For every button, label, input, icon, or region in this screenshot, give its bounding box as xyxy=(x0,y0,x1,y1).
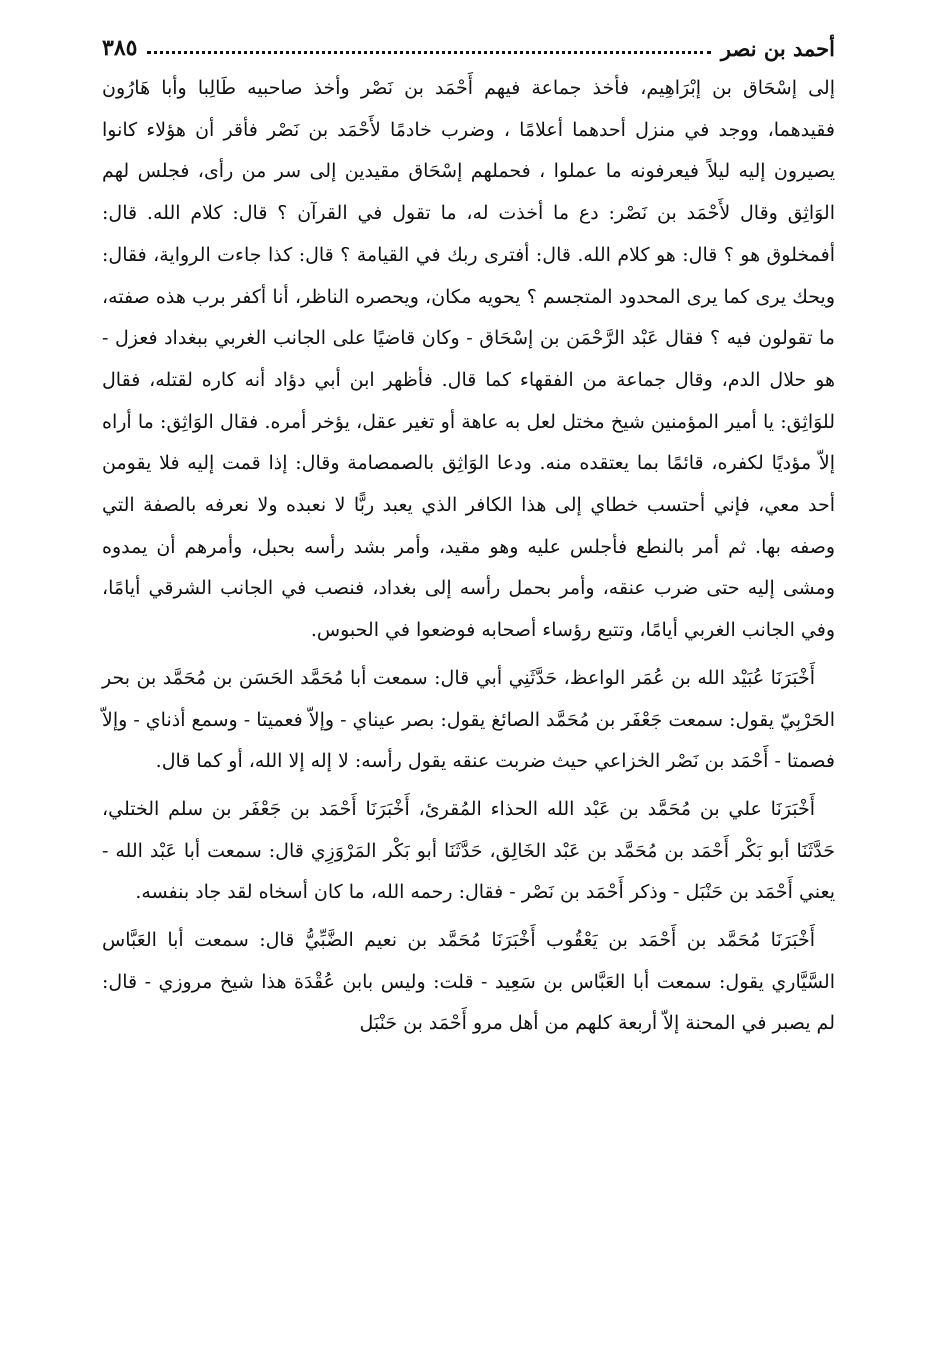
paragraph: إلى إسْحَاق بن إبْرَاهِيم، فأخذ جماعة فيهم أَحْمَد بن نَصْر وأخذ صاحبيه طَالِبا وأبا هَارُون فقيدهما، ووجد في منزل أحدهما أعلامًا ، وضرب خادمًا لأَحْمَد بن نَصْر فأقر أن هؤلاء كانوا يصيرون إليه ليلاً فيعرفونه ما عملوا ، فحملهم إسْحَاق مقيدين إلى سر من رأى، فجلس لهم الوَاثِق وقال لأَحْمَد بن نَصْر: دع ما أخذت له، ما تقول في القرآن ؟ قال: كلام الله. قال: أفمخلوق هو ؟ قال: هو كلام الله. قال: أفترى ربك في القيامة ؟ قال: كذا جاءت الرواية، فقال: ويحك يرى كما يرى المحدود المتجسم ؟ يحويه مكان، ويحصره الناظر، أنا أكفر برب هذه صفته، ما تقولون فيه ؟ فقال عَبْد الرَّحْمَن بن إسْحَاق - وكان قاضيًا على الجانب الغربي ببغداد فعزل - هو حلال الدم، وقال جماعة من الفقهاء كما قال. فأظهر ابن أبي دؤاد أنه كاره لقتله، فقال للوَاثِق: يا أمير المؤمنين شيخ مختل لعل به عاهة أو تغير عقل، يؤخر أمره. فقال الوَاثِق: ما أراه إلاّ مؤديًا لكفره، قائمًا بما يعتقده منه. ودعا الوَاثِق بالصمصامة وقال: إذا قمت إليه فلا يقومن أحد معي، فإني أحتسب خطاي إلى هذا الكافر الذي يعبد ربًّا لا نعبده ولا نعرفه بالصفة التي وصفه بها. ثم أمر بالنطع فأجلس عليه وهو مقيد، وأمر بشد رأسه بحبل، وأمرهم أن يمدوه ومشى إليه حتى ضرب عنقه، وأمر بحمل رأسه إلى بغداد، فنصب في الجانب الشرقي أيامًا، وفي الجانب الغربي أيامًا، وتتبع رؤساء أصحابه فوضعوا في الحبوس. xyxy=(102,77,835,642)
header-dot-leader xyxy=(147,51,710,54)
paragraph: أَخْبَرَنَا مُحَمَّد بن أَحْمَد بن يَعْقُوب أَخْبَرَنَا مُحَمَّد بن نعيم الضَّبِّيُّ قال: سمعت أبا العَبَّاس السَّيَّاري يقول: سمعت أبا العَبَّاس بن سَعِيد - قلت: وليس بابن عُقْدَة هذا شيخ مروزي - قال: لم يصبر في المحنة إلاّ أربعة كلهم من أهل مرو أَحْمَد بن حَنْبَل xyxy=(102,929,835,1035)
running-title: أحمد بن نصر xyxy=(720,35,835,61)
page-number: ٣٨٥ xyxy=(102,35,138,61)
page-body xyxy=(102,68,835,1045)
paragraph: أَخْبَرَنَا عُبَيْد الله بن عُمَر الواعظ، حَدَّثَنِي أبي قال: سمعت أبا مُحَمَّد الحَسَن بن مُحَمَّد بن بحر الحَرْبِيّ يقول: سمعت جَعْفَر بن مُحَمَّد الصائغ يقول: بصر عيناي - وإلاّ فعميتا - وسمع أذناي - وإلاّ فصمتا - أَحْمَد بن نَصْر الخزاعي حيث ضربت عنقه يقول رأسه: لا إله إلا الله، أو كما قال. xyxy=(102,666,835,773)
paragraph: أَخْبَرَنَا علي بن مُحَمَّد بن عَبْد الله الحذاء المُقرئ، أَخْبَرَنَا أَحْمَد بن جَعْفَر بن سلم الختلي، حَدَّثَنَا أبو بَكْر أَحْمَد بن مُحَمَّد بن عَبْد الخَالِق، حَدَّثَنَا أبو بَكْر المَرْوَزِي قال: سمعت أبا عَبْد الله - يعني أَحْمَد بن حَنْبَل - وذكر أَحْمَد بن نَصْر - فقال: رحمه الله، ما كان أسخاه لقد جاد بنفسه. xyxy=(102,797,835,904)
page-header xyxy=(102,28,835,68)
